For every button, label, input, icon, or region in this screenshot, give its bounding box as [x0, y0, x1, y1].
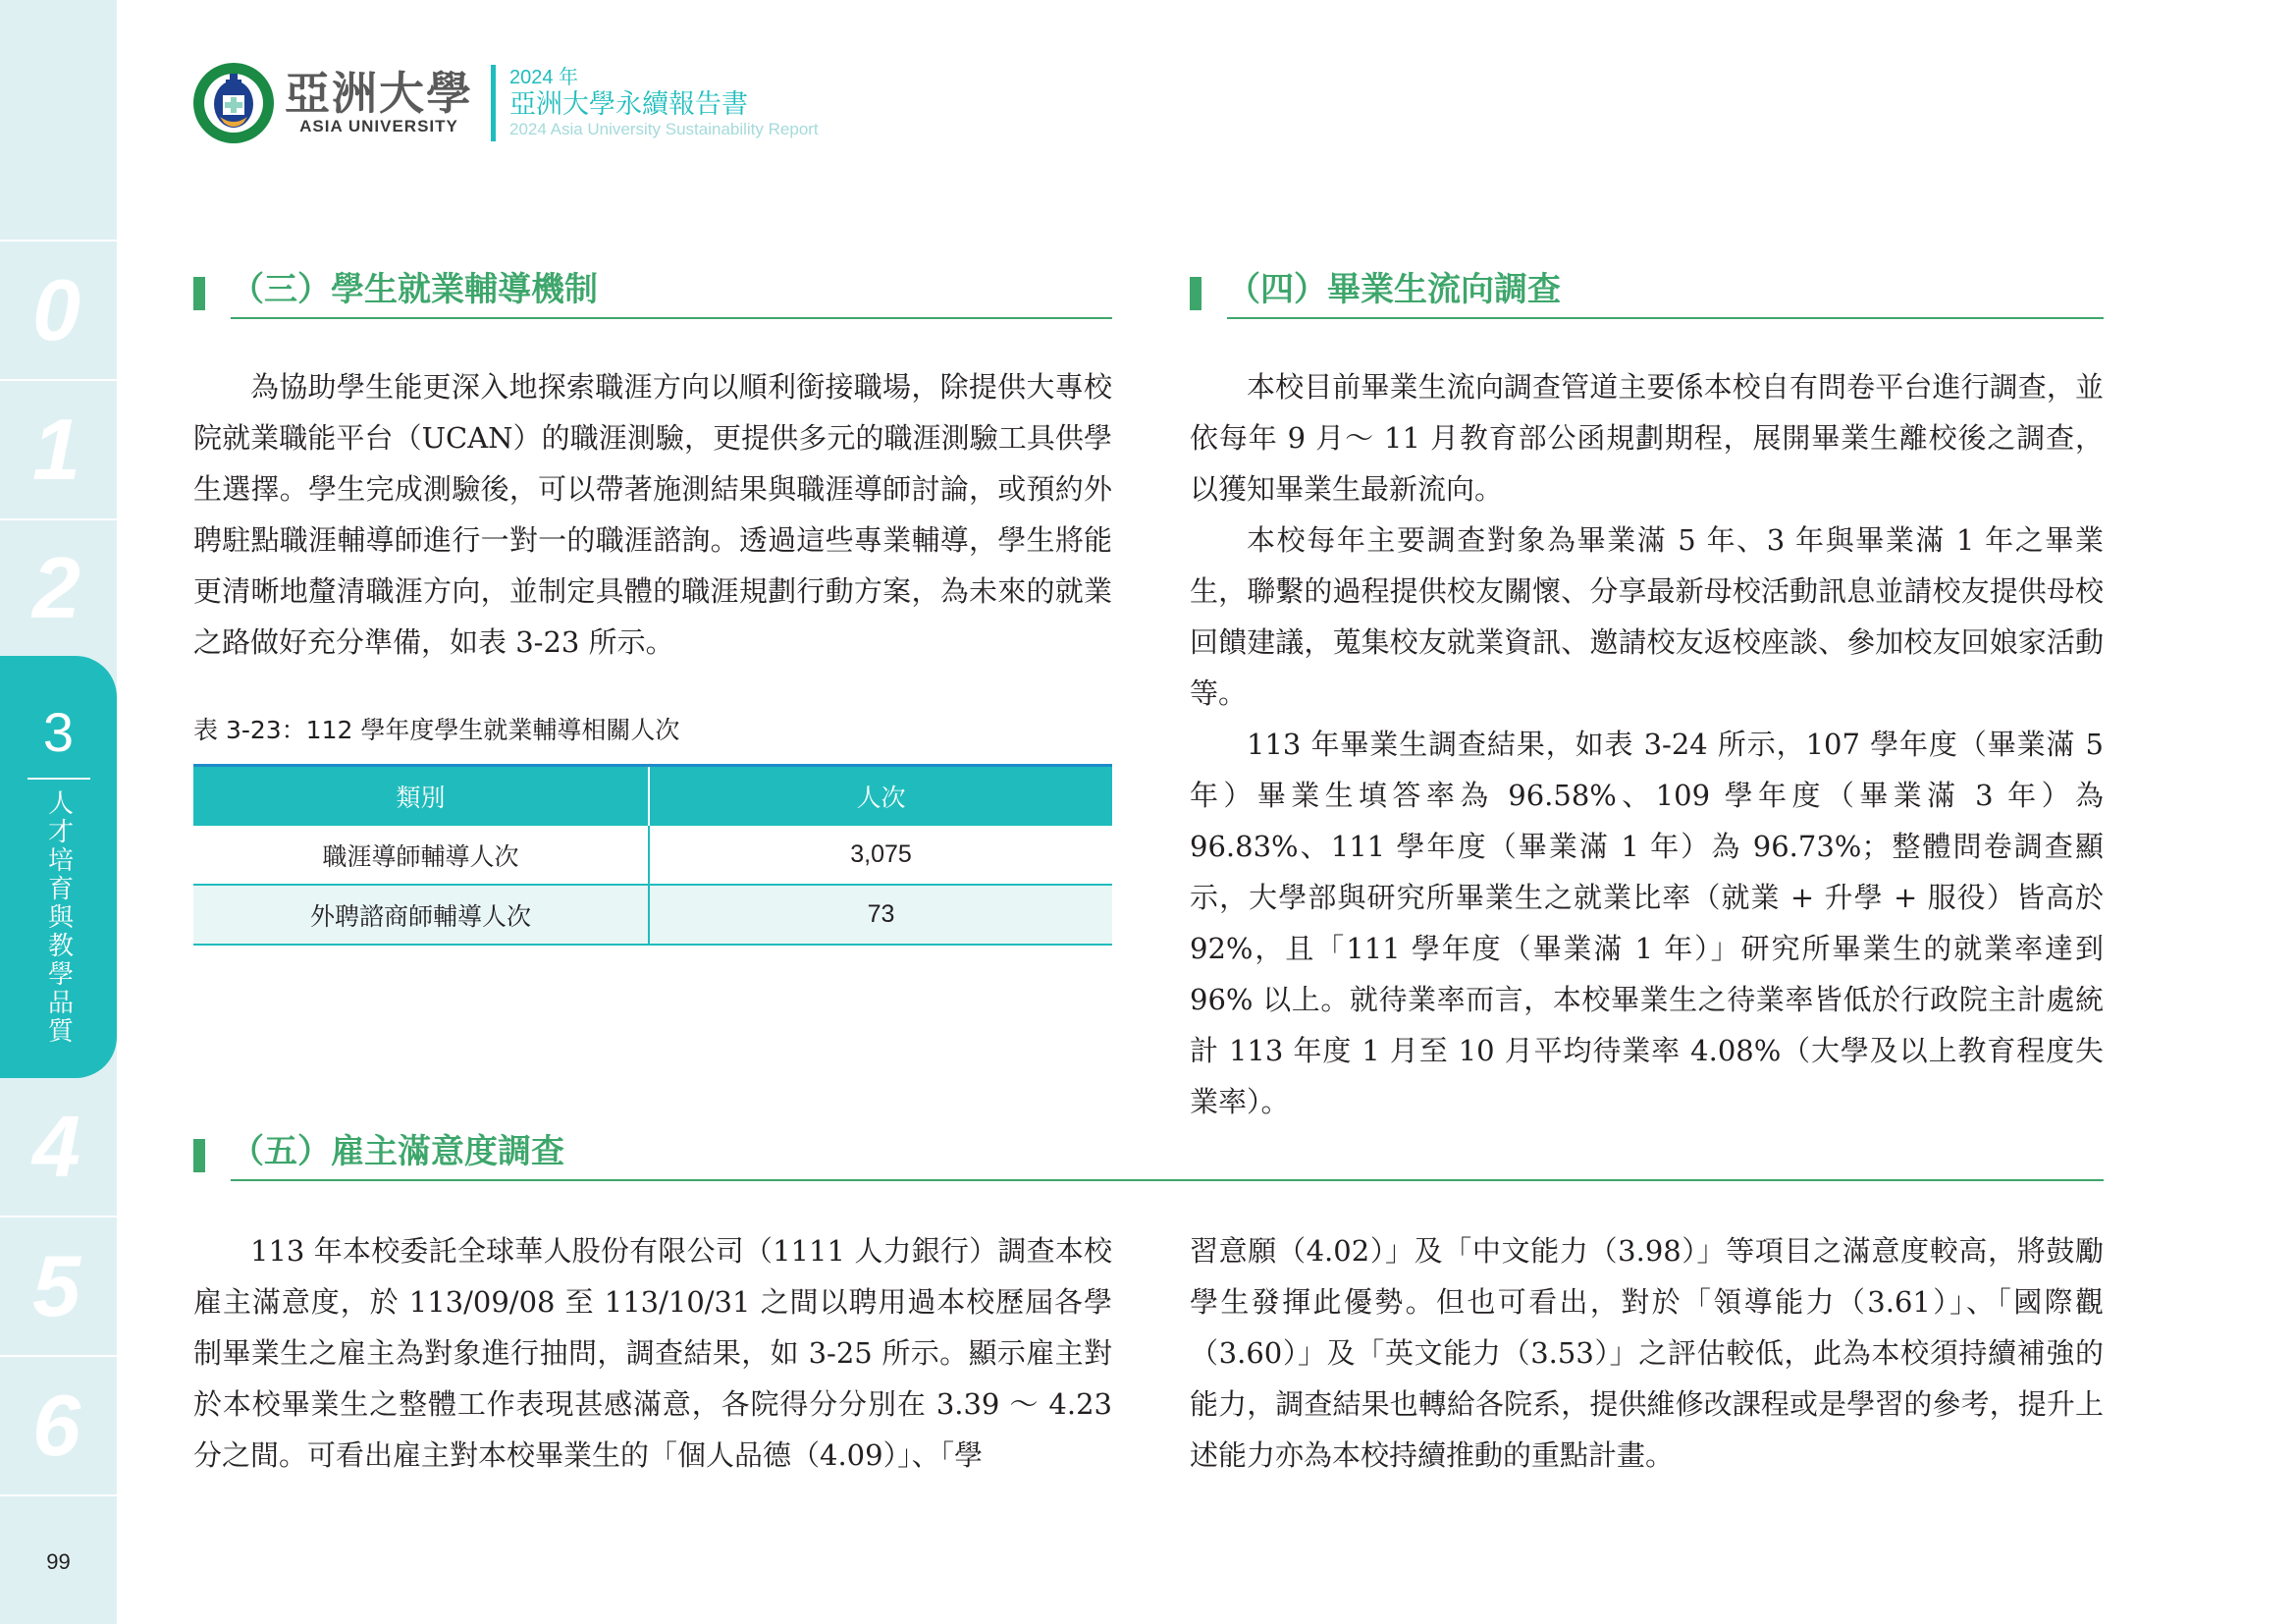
- chapter-sidebar: [0, 0, 117, 1624]
- heading-rule: [231, 317, 1112, 319]
- section-heading-3: [193, 267, 1112, 316]
- table-header-row: [193, 766, 1112, 827]
- heading-marker: [193, 277, 205, 310]
- section-5-paragraph-right: 習意願（4.02）」及「中文能力（3.98）」等項目之滿意度較高，將鼓勵學生發揮此優勢。但也可看出，對於「領導能力（3.61）」、「國際觀（3.60）」及「英文能力（3.53）」之評估較低，此為本校須持續補強的能力，調查結果也轉給各院系，提供維修改課程或是學習的參考，提升上述能力亦為本校持續推動的重點計畫。: [1190, 1234, 2104, 1472]
- report-year: 2024 年: [509, 67, 579, 89]
- table-cell-count: 73: [649, 885, 1112, 945]
- chapter-label: 人才培育與教學品質: [43, 789, 74, 1046]
- table-cell-category: 外聘諮商師輔導人次: [193, 885, 649, 945]
- header-divider: [491, 65, 496, 141]
- section-4-paragraph-2: 本校每年主要調查對象為畢業滿 5 年、3 年與畢業滿 1 年之畢業生，聯繫的過程提供校友關懷、分享最新母校活動訊息並請校友提供母校回饋建議，蒐集校友就業資訊、邀請校友返校座談、參加校友回娘家活動等。: [1190, 523, 2104, 710]
- university-emblem-icon: [192, 62, 275, 144]
- heading-marker: [193, 1139, 205, 1172]
- table-row: [193, 885, 1112, 945]
- chapter-tab-4[interactable]: [0, 1078, 117, 1216]
- section-3-paragraph: 為協助學生能更深入地探索職涯方向以順利銜接職場，除提供大專校院就業職能平台（UCAN）的職涯測驗，更提供多元的職涯測驗工具供學生選擇。學生完成測驗後，可以帶著施測結果與職涯導師討論，或預約外聘駐點職涯輔導師進行一對一的職涯諮詢。透過這些專業輔導，學生將能更清晰地釐清職涯方向，並制定具體的職涯規劃行動方案，為未來的就業之路做好充分準備，如表 3-23 所示。: [193, 370, 1112, 659]
- section-heading-4: [1190, 267, 2104, 316]
- report-title: 亞洲大學永續報告書: [509, 89, 748, 121]
- chapter-tab-6[interactable]: [0, 1355, 117, 1494]
- brand-wordmark: [285, 66, 473, 136]
- section-title: （五）雇主滿意度調查: [231, 1132, 564, 1171]
- chapter-number: 2: [32, 539, 80, 636]
- column-header-category: 類別: [193, 766, 649, 827]
- report-title-block: [509, 67, 819, 139]
- chapter-divider: [27, 778, 90, 780]
- table-cell-category: 職涯導師輔導人次: [193, 826, 649, 885]
- heading-rule: [1227, 317, 2104, 319]
- chapter-number: 0: [32, 261, 80, 358]
- column-header-count: 人次: [649, 766, 1112, 827]
- report-header: [192, 59, 819, 147]
- section-heading-5: [193, 1129, 2104, 1178]
- chapter-number: 5: [32, 1237, 80, 1334]
- chapter-tab-1[interactable]: [0, 379, 117, 518]
- table-caption: 表 3-23：112 學年度學生就業輔導相關人次: [193, 716, 680, 744]
- chapter-number: 1: [32, 401, 80, 498]
- chapter-tab-2[interactable]: [0, 518, 117, 656]
- heading-marker: [1190, 277, 1201, 310]
- section-5-paragraph-left: 113 年本校委託全球華人股份有限公司（1111 人力銀行）調查本校雇主滿意度，於 113/09/08 至 113/10/31 之間以聘用過本校歷屆各學制畢業生之雇主為對象進行抽問，調查結果，如 3-25 所示。顯示雇主對於本校畢業生之整體工作表現甚感滿意，各院得分分別在 3.39 ～ 4.23 分之間。可看出雇主對本校畢業生的「個人品德（4.09）」、「學: [193, 1234, 1112, 1472]
- table-cell-count: 3,075: [649, 826, 1112, 885]
- section-title: （三）學生就業輔導機制: [231, 270, 598, 309]
- section-title: （四）畢業生流向調查: [1227, 270, 1561, 309]
- chapter-number: 3: [42, 701, 75, 763]
- report-title-en: 2024 Asia University Sustainability Report: [509, 120, 819, 139]
- table-row: [193, 826, 1112, 885]
- career-counseling-table: [193, 764, 1112, 946]
- chapter-tab-0[interactable]: [0, 240, 117, 379]
- chapter-tab-5[interactable]: [0, 1216, 117, 1355]
- page-number: 99: [46, 1549, 71, 1574]
- section-4-paragraph-3: 113 年畢業生調查結果，如表 3-24 所示，107 學年度（畢業滿 5 年）畢業生填答率為 96.58%、109 學年度（畢業滿 3 年）為 96.83%、111 學年度（畢業滿 1 年）為 96.73%；整體問卷調查顯示，大學部與研究所畢業生之就業比率（就業 + 升學 + 服役）皆高於 92%，且「111 學年度（畢業滿 1 年）」研究所畢業生的就業率達到 96% 以上。就待業率而言，本校畢業生之待業率皆低於行政院主計處統計 113 年度 1 月至 10 月平均待業率 4.08%（大學及以上教育程度失業率）。: [1190, 728, 2104, 1118]
- brand-name-cn: 亞洲大學: [285, 66, 473, 120]
- chapter-number: 4: [32, 1098, 80, 1195]
- section-4-paragraph-1: 本校目前畢業生流向調查管道主要係本校自有問卷平台進行調查，並依每年 9 月～ 11 月教育部公函規劃期程，展開畢業生離校後之調查，以獲知畢業生最新流向。: [1190, 370, 2104, 506]
- heading-rule: [231, 1179, 2104, 1181]
- chapter-tab-3-active[interactable]: [0, 656, 117, 1078]
- brand-name-en: ASIA UNIVERSITY: [299, 117, 458, 136]
- chapter-number: 6: [32, 1377, 80, 1474]
